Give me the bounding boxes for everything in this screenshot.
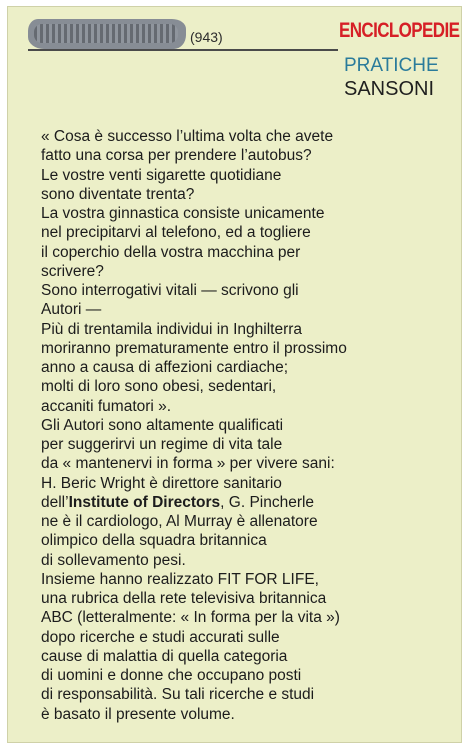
blurb-line: olimpico della squadra britannica bbox=[41, 532, 267, 550]
blurb-line bbox=[41, 493, 461, 512]
brand-enciclopedie: ENCICLOPEDIE bbox=[339, 18, 460, 42]
blurb-line-segment: , G. Pincherle bbox=[220, 493, 315, 511]
blurb-line: Le vostre venti sigarette quotidiane bbox=[41, 166, 282, 184]
blurb-line: ABC (letteralmente: « In forma per la vita ») bbox=[41, 609, 340, 627]
series-number: (943) bbox=[190, 29, 223, 45]
institute-name: Institute of Directors bbox=[68, 493, 221, 511]
blurb-line: Autori — bbox=[41, 301, 102, 319]
brand-pratiche: PRATICHE bbox=[344, 55, 439, 76]
blurb-line: per suggerirvi un regime di vita tale bbox=[41, 436, 283, 453]
blurb-line: Sono interrogativi vitali — scrivono gli bbox=[41, 282, 299, 299]
blurb-line: « Cosa è successo l’ultima volta che avete bbox=[41, 128, 334, 145]
blurb-line: è basato il presente volume. bbox=[41, 705, 235, 723]
blurb-line: anno a causa di affezioni cardiache; bbox=[41, 359, 289, 376]
blurb-line: da « mantenervi in forma » per vivere sani: bbox=[41, 455, 335, 473]
blurb-line: scrivere? bbox=[41, 262, 104, 280]
blurb-line: Insieme hanno realizzato FIT FOR LIFE, bbox=[41, 570, 319, 588]
blurb-line: nel precipitarvi al telefono, ed a togliere bbox=[41, 224, 311, 242]
blurb-line: fatto una corsa per prendere l’autobus? bbox=[41, 147, 312, 165]
blurb-line: dopo ricerche e studi accurati sulle bbox=[41, 628, 280, 646]
blurb-line: di responsabilità. Su tali ricerche e studi bbox=[41, 686, 315, 704]
blurb-text bbox=[41, 127, 461, 724]
blurb-line: sono diventate trenta? bbox=[41, 185, 195, 203]
blurb-line: di uomini e donne che occupano posti bbox=[41, 667, 302, 684]
blurb-line: ne è il cardiologo, Al Murray è allenatore bbox=[41, 513, 318, 530]
obscured-price-sticker bbox=[28, 19, 186, 49]
header-divider bbox=[28, 49, 338, 51]
blurb-line: H. Beric Wright è direttore sanitario bbox=[41, 474, 282, 492]
blurb-line: La vostra ginnastica consiste unicamente bbox=[41, 205, 325, 222]
blurb-line: molti di loro sono obesi, sedentari, bbox=[41, 378, 277, 396]
blurb-line: il coperchio della vostra macchina per bbox=[41, 243, 301, 261]
blurb-line-segment: dell’ bbox=[41, 493, 69, 511]
blurb-line: Più di trentamila individui in Inghilterra bbox=[41, 320, 303, 338]
blurb-line: di sollevamento pesi. bbox=[41, 551, 186, 569]
brand-sansoni: SANSONI bbox=[344, 78, 435, 100]
blurb-line: una rubrica della rete televisiva britannica bbox=[41, 590, 327, 607]
blurb-line: accaniti fumatori ». bbox=[41, 397, 172, 415]
blurb-line: cause di malattia di quella categoria bbox=[41, 647, 288, 665]
book-back-cover bbox=[7, 6, 462, 743]
blurb-line: Gli Autori sono altamente qualificati bbox=[41, 416, 284, 434]
blurb-line: moriranno prematuramente entro il prossimo bbox=[41, 339, 347, 357]
